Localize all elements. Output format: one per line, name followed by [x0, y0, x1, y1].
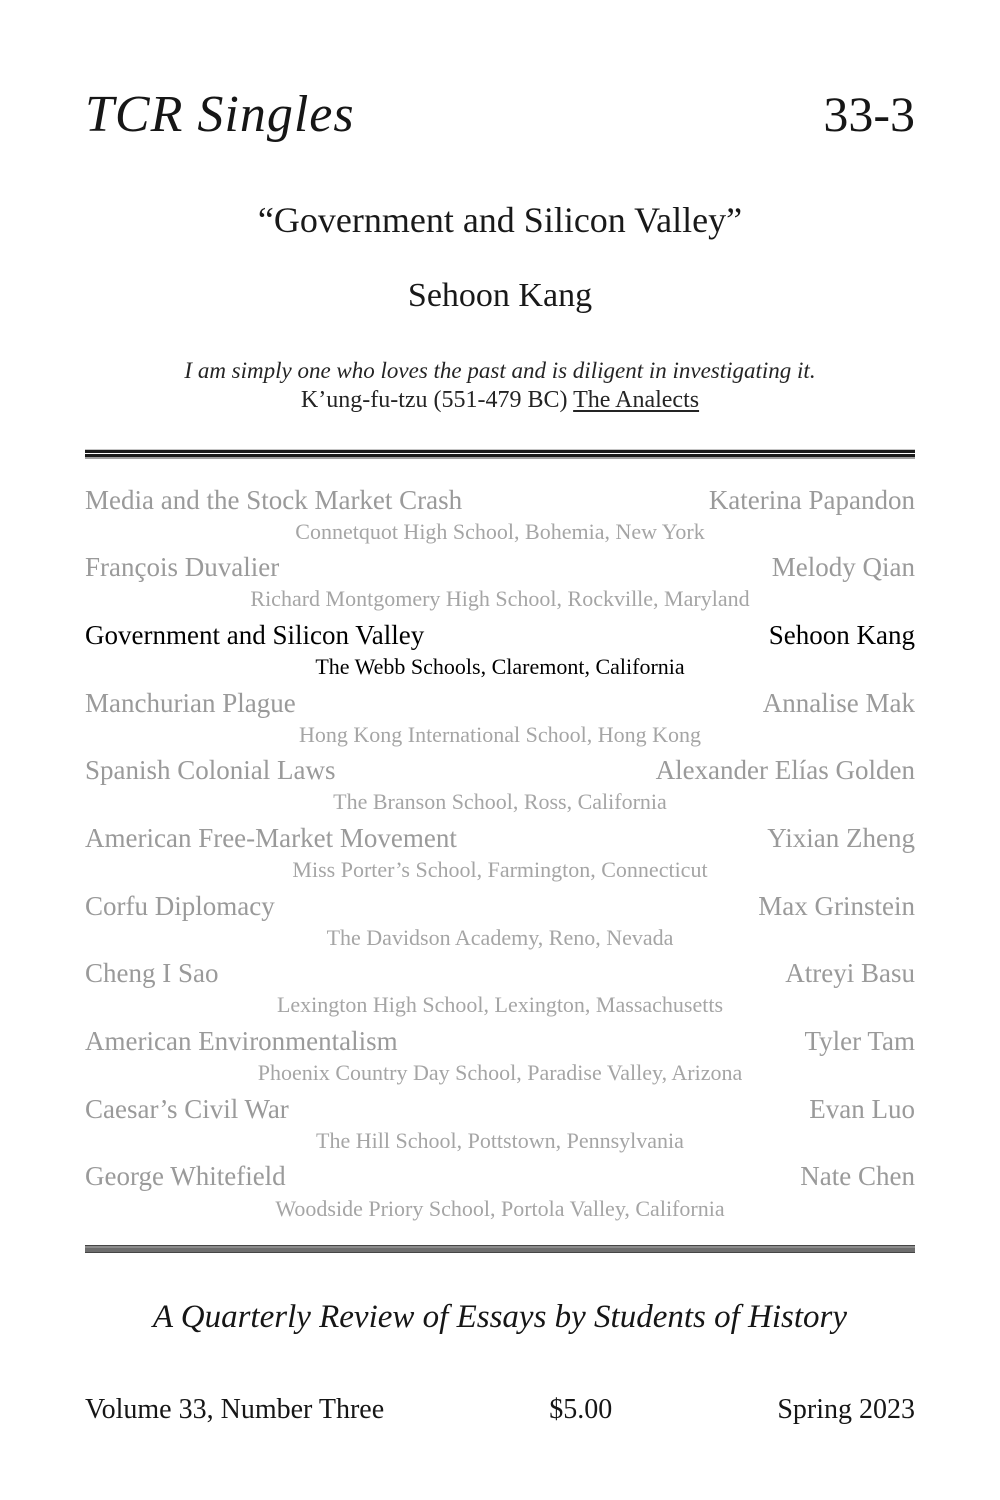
toc-entry-line	[85, 1159, 915, 1194]
brand-title: TCR Singles	[85, 86, 355, 143]
toc-entry-school: Connetquot High School, Bohemia, New York	[295, 518, 705, 544]
toc-entry	[85, 550, 915, 614]
toc-entry	[85, 483, 915, 547]
toc-entry-title: Cheng I Sao	[85, 958, 219, 989]
toc-entry	[85, 1159, 915, 1223]
toc-entry-line	[85, 1092, 915, 1127]
divider-bottom	[85, 1245, 915, 1253]
toc-entry-line	[85, 618, 915, 653]
epigraph-citation	[85, 385, 915, 416]
divider-top	[85, 449, 915, 459]
toc-entry-school: The Hill School, Pottstown, Pennsylvania	[316, 1127, 684, 1153]
toc-entry-school: The Webb Schools, Claremont, California	[315, 654, 685, 679]
toc-entry-title: George Whitefield	[85, 1161, 286, 1192]
toc-entry-author: Sehoon Kang	[768, 619, 915, 650]
toc-entry-line	[85, 550, 915, 585]
toc-entry-title: Caesar’s Civil War	[85, 1093, 289, 1124]
toc-entry-line	[85, 889, 915, 924]
issue-number: 33-3	[823, 86, 915, 142]
featured-essay-title: “Government and Silicon Valley”	[257, 199, 743, 240]
toc-entry-school: The Branson School, Ross, California	[333, 789, 667, 815]
toc-entry	[85, 753, 915, 817]
toc-entry-author: Annalise Mak	[762, 687, 915, 718]
toc-entry-title: Government and Silicon Valley	[85, 619, 425, 650]
toc-entry-title: American Free-Market Movement	[85, 822, 457, 853]
table-of-contents	[85, 483, 915, 1224]
toc-entry-school: Richard Montgomery High School, Rockville, Maryland	[250, 586, 750, 612]
epigraph-attribution: K’ung-fu-tzu (551-479 BC)	[300, 387, 568, 414]
toc-entry	[85, 686, 915, 750]
toc-entry-highlighted	[85, 618, 915, 682]
epigraph-source: The Analects	[573, 387, 700, 414]
footer	[85, 1394, 915, 1426]
toc-entry	[85, 821, 915, 885]
toc-entry-title: Corfu Diplomacy	[85, 890, 275, 921]
toc-entry-school: Woodside Priory School, Portola Valley, California	[275, 1195, 725, 1221]
masthead-header	[85, 88, 915, 143]
toc-entry-line	[85, 956, 915, 991]
featured-essay-author: Sehoon Kang	[407, 276, 593, 314]
toc-entry-school: Phoenix Country Day School, Paradise Valley, Arizona	[257, 1060, 743, 1086]
epigraph	[85, 357, 915, 417]
toc-entry-line	[85, 821, 915, 856]
toc-entry-line	[85, 686, 915, 721]
toc-entry-school: Lexington High School, Lexington, Massachusetts	[276, 992, 724, 1018]
toc-entry-author: Melody Qian	[771, 552, 915, 583]
toc-entry	[85, 1092, 915, 1156]
epigraph-quote: I am simply one who loves the past and is diligent in investigating it.	[184, 357, 816, 383]
footer-volume: Volume 33, Number Three	[85, 1394, 385, 1426]
toc-entry-school: Hong Kong International School, Hong Kong	[298, 721, 702, 747]
toc-entry-line	[85, 483, 915, 518]
toc-entry	[85, 1024, 915, 1088]
toc-entry-title: Spanish Colonial Laws	[85, 755, 336, 786]
toc-entry-author: Nate Chen	[800, 1161, 915, 1192]
toc-entry	[85, 889, 915, 953]
toc-entry-author: Atreyi Basu	[785, 958, 915, 989]
toc-entry-author: Alexander Elías Golden	[655, 755, 915, 786]
toc-entry-title: American Environmentalism	[85, 1026, 398, 1057]
toc-entry-school: Miss Porter’s School, Farmington, Connecticut	[292, 857, 708, 883]
toc-entry-author: Max Grinstein	[758, 890, 915, 921]
toc-entry-author: Tyler Tam	[804, 1026, 915, 1057]
toc-entry-title: Manchurian Plague	[85, 687, 296, 718]
toc-entry-school: The Davidson Academy, Reno, Nevada	[326, 924, 674, 950]
footer-price: $5.00	[549, 1394, 613, 1426]
toc-entry-author: Yixian Zheng	[767, 822, 915, 853]
toc-entry-title: François Duvalier	[85, 552, 280, 583]
toc-entry-line	[85, 753, 915, 788]
toc-entry-line	[85, 1024, 915, 1059]
toc-entry	[85, 956, 915, 1020]
footer-season: Spring 2023	[777, 1394, 915, 1426]
toc-entry-title: Media and the Stock Market Crash	[85, 484, 463, 515]
toc-entry-author: Evan Luo	[809, 1093, 915, 1124]
tagline: A Quarterly Review of Essays by Students of History	[152, 1299, 848, 1336]
toc-entry-author: Katerina Papandon	[708, 484, 915, 515]
